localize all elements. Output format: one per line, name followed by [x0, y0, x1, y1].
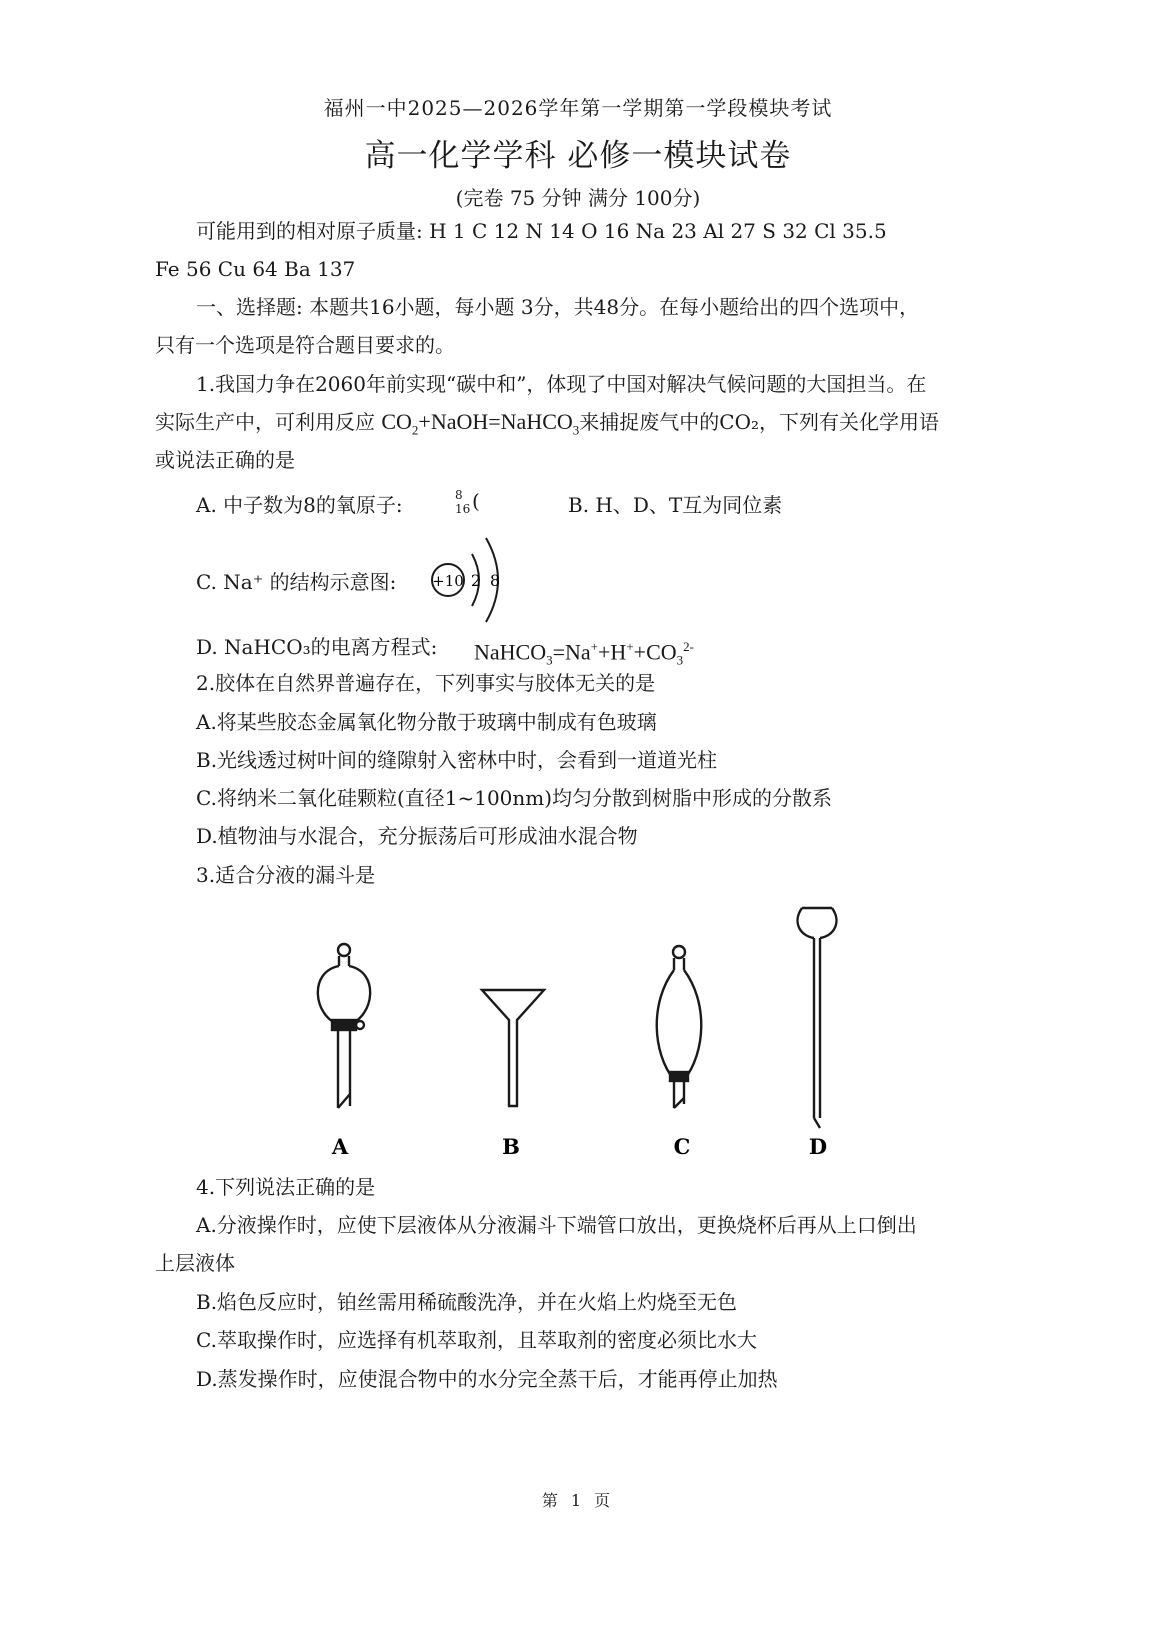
school-line: 福州一中2025—2026学年第一学期第一学段模块考试: [323, 96, 833, 120]
nahco3-ionization-equation: $NaHCO_3=Na^++H^++CO_3^{2-}$: [474, 639, 694, 668]
q2-option-c: C.将纳米二氧化硅颗粒(直径1~100nm)均匀分散到树脂中形成的分散系: [196, 786, 833, 810]
q1-reaction-equation: $CO_2+NaOH=NaHCO_3$: [381, 409, 580, 438]
nucleus-charge-label: +10: [432, 572, 464, 590]
q4-option-b: B.焰色反应时，铂丝需用稀硫酸洗净，并在火焰上灼烧至无色: [196, 1290, 738, 1314]
q1-option-a-atomic-number: 16: [455, 502, 471, 516]
funnel-c-figure: [657, 946, 702, 1108]
q1-option-a-mass-number: 8: [455, 488, 463, 502]
funnel-b-figure: [482, 990, 544, 1106]
exam-meta: (完卷 75 分钟 满分 100分): [455, 186, 701, 210]
q4-option-a-line-1: A.分液操作时，应使下层液体从分液漏斗下端管口放出，更换烧杯后再从上口倒出: [196, 1213, 917, 1237]
funnel-options-figure: [300, 892, 900, 1172]
q2-option-a: A.将某些胶态金属氧化物分散于玻璃中制成有色玻璃: [196, 710, 657, 734]
atomic-mass-line-2: Fe 56 Cu 64 Ba 137: [155, 257, 356, 281]
q4-option-a-line-2: 上层液体: [155, 1251, 235, 1275]
q1-stem-pre: 实际生产中，可利用反应: [155, 410, 375, 434]
q1-stem-post: 来捕捉废气中的CO₂，下列有关化学用语: [579, 410, 939, 434]
q1-option-a-symbol: (: [472, 489, 480, 513]
funnel-a-figure: [318, 944, 370, 1108]
section1-intro-2: 只有一个选项是符合题目要求的。: [155, 333, 455, 357]
q1-stem-line-3: 或说法正确的是: [155, 448, 295, 472]
funnel-b-label: B: [502, 1134, 520, 1159]
q1-option-a: A. 中子数为8的氧原子:: [196, 493, 403, 517]
page-number: 第 1 页: [541, 1491, 615, 1510]
q1-option-b: B. H、D、T互为同位素: [568, 493, 783, 517]
funnel-d-figure: [798, 908, 837, 1128]
shell-1-electrons: 2: [470, 571, 482, 590]
paper-title: 高一化学学科 必修一模块试卷: [364, 138, 792, 174]
q3-stem: 3.适合分液的漏斗是: [196, 863, 376, 887]
funnel-d-label: D: [808, 1134, 828, 1159]
q2-stem: 2.胶体在自然界普遍存在，下列事实与胶体无关的是: [196, 671, 656, 695]
q2-option-b: B.光线透过树叶间的缝隙射入密林中时，会看到一道道光柱: [196, 748, 718, 772]
na-ion-structure-diagram: [428, 532, 508, 628]
q4-stem: 4.下列说法正确的是: [196, 1175, 376, 1199]
q1-stem-line-1: 1.我国力争在2060年前实现“碳中和”，体现了中国对解决气候问题的大国担当。在: [196, 372, 927, 396]
section1-intro-1: 一、选择题: 本题共16小题，每小题 3分，共48分。在每小题给出的四个选项中，: [196, 295, 920, 319]
q1-option-d: D. NaHCO₃的电离方程式:: [196, 635, 438, 659]
shell-2-electrons: 8: [489, 571, 501, 590]
q4-option-d: D.蒸发操作时，应使混合物中的水分完全蒸干后，才能再停止加热: [196, 1367, 778, 1391]
funnel-a-label: A: [331, 1134, 349, 1159]
q4-option-c: C.萃取操作时，应选择有机萃取剂，且萃取剂的密度必须比水大: [196, 1328, 757, 1352]
funnel-c-label: C: [673, 1134, 691, 1159]
atomic-mass-line-1: 可能用到的相对原子质量: H 1 C 12 N 14 O 16 Na 23 Al 27 S 32 Cl 35.5: [196, 219, 887, 243]
q1-option-c: C. Na⁺ 的结构示意图:: [196, 570, 397, 594]
q2-option-d: D.植物油与水混合，充分振荡后可形成油水混合物: [196, 824, 638, 848]
